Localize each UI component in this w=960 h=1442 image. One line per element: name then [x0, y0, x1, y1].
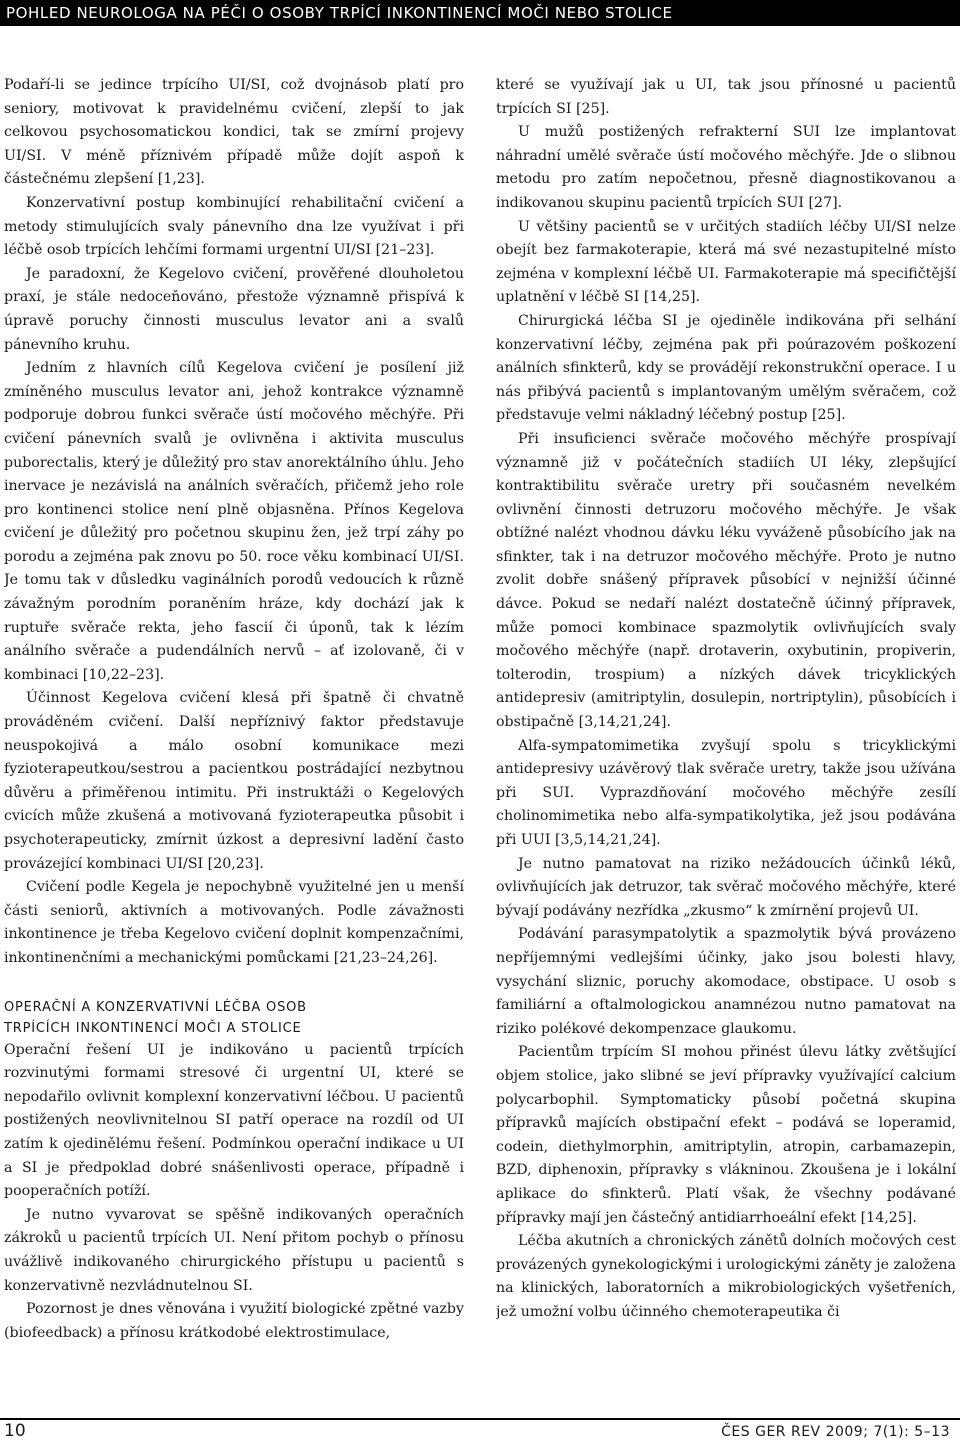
header-title: POHLED NEUROLOGA NA PÉČI O OSOBY TRPÍCÍ INKONTINENCÍ MOČI NEBO STOLICE [6, 4, 673, 22]
right-column [496, 74, 956, 1374]
paragraph: Operační řešení UI je indikováno u pacientů trpících rozvinutými formami stresové či urgentní UI, které se nepodařilo ovlivnit komplexní konzervativní léčbou. U pacientů postižených neovlivnitelnou SI patří operace na rozdíl od UI zatím k ojedinělému řešení. Podmínkou operační indikace u UI a SI je předpoklad dobré snášenlivosti operace, případně i pooperačních potíží. [4, 1041, 464, 1200]
paragraph: Pacientům trpícím SI mohou přinést úlevu látky zvětšující objem stolice, jako slibné se jeví přípravky využívající calcium polycarbophil. Symptomaticky působí početná skupina přípravků majících obstipační efekt – podává se loperamid, codein, diethylmorphin, amitriptylin, atropin, carbamazepin, BZD, diphenoxin, přípravky s vlákninou. Zkoušena je i lokální aplikace do sfinkterů. Platí však, že všechny podávané přípravky mají jen částečný antidiarrhoeální efekt [14,25]. [496, 1044, 956, 1226]
paragraph: Léčba akutních a chronických zánětů dolních močových cest provázených gynekologickými i urologickými záněty je založena na klinických, laboratorních a mikrobiologických vyšetřeních, jež umožní volbu účinného chemoterapeutika či [496, 1233, 956, 1320]
running-header [0, 0, 960, 26]
paragraph: Účinnost Kegelova cvičení klesá při špatně či chvatně prováděném cvičení. Další nepříznivý faktor představuje neuspokojivá a málo osobní komunikace mezi fyzioterapeutkou/sestrou a pacientkou postrádající nezbytnou důvěru a přiměřenou intimitu. Při instruktáži o Kegelových cvicích může zkušená a motivovaná fyzioterapeutka působit i psychoterapeuticky, zmírnit úzkost a depresivní ladění často provázející kombinaci UI/SI [20,23]. [4, 690, 464, 872]
journal-citation: ČES GER REV 2009; 7(1): 5–13 [721, 1424, 950, 1440]
section-heading-line-1: OPERAČNÍ A KONZERVATIVNÍ LÉČBA OSOB [4, 999, 307, 1015]
paragraph: Je nutno vyvarovat se spěšně indikovaných operačních zákroků u pacientů trpících UI. Není přitom pochyb o přínosu uvážlivě indikovaného chirurgického přístupu u pacientů s konzervativně nezvládnutelnou SI. [4, 1206, 464, 1294]
section-heading-line-2: TRPÍCÍCH INKONTINENCÍ MOČI A STOLICE [4, 1020, 302, 1036]
paragraph: Cvičení podle Kegela je nepochybně využitelné jen u menší části seniorů, aktivních a motivovaných. Podle závažnosti inkontinence je třeba Kegelovo cvičení doplnit kompenzačními, inkontinenčními a mechanickými pomůckami [21,23–24,26]. [4, 879, 464, 966]
paragraph: U mužů postižených refrakterní SUI lze implantovat náhradní umělé svěrače ústí močového měchýře. Jde o slibnou metodu pro zatím nepočetnou, přesně diagnostikovanou a indikovanou skupinu pacientů trpících SUI [27]. [496, 124, 956, 211]
paragraph: Při insuficienci svěrače močového měchýře prospívají významně již v počátečních stadiích UI léky, zlepšující kontraktibilitu svěrače uretry při současném nevelkém ovlivnění činnosti detruzoru močového měchýře. Je však obtížné nalézt vhodnou dávku léku vyváženě působícího jak na sfinkter, tak i na detruzor močového měchýře. Proto je nutno zvolit dobře snášený přípravek působící v nejnižší účinné dávce. Pokud se nedaří nalézt dostatečně účinný přípravek, může pomoci kombinace spazmolytik ovlivňujících svaly močového měchýře (např. drotaverin, oxybutinin, propiverin, tolterodin, trospium) a nízkých dávek tricyklických antidepresiv (amitriptylin, dosulepin, nortriptylin), působících i obstipačně [3,14,21,24]. [496, 430, 956, 731]
footer-rule [0, 1418, 960, 1420]
paragraph: Jedním z hlavních cílů Kegelova cvičení je posílení již zmíněného musculus levator ani, jehož kontrakce významně podporuje dobrou funkci svěrače ústí močového měchýře. Při cvičení pánevních svalů je ovlivněna i aktivita musculus puborectalis, který je důležitý pro stav anorektálního úhlu. Jeho inervace je nezávislá na análních svěračích, přičemž jeho role pro kontinenci stolice není plně objasněna. Přínos Kegelova cvičení je důležitý pro početnou skupinu žen, jež trpí záhy po porodu a zejména pak znovu po 50. roce věku kombinací UI/SI. Je tomu tak v důsledku vaginálních porodů vedoucích k různě závažným porodním poraněním hráze, kdy dochází jak k ruptuře svěrače rekta, jeho fascií či úponů, tak k lézím análního svěrače a pudendálních nervů – ať izolovaně, či v kombinaci [10,22–23]. [4, 360, 464, 683]
paragraph: Chirurgická léčba SI je ojediněle indikována při selhání konzervativní léčby, zejména pak při poúrazovém poškození análních sfinkterů, kdy se provádějí rekonstrukční operace. I u nás přibývá pacientů s implantovaným umělým svěračem, což představuje velmi nákladný léčebný postup [25]. [496, 312, 956, 424]
left-column [4, 74, 464, 1374]
paragraph: Podávání parasympatolytik a spazmolytik bývá provázeno nepříjemnými vedlejšími účinky, jako jsou bolesti hlavy, vysychání sliznic, poruchy akomodace, obstipace. U osob s familiární a oftalmologickou anamnézou nutno pamatovat na riziko polékové dekompenzace glaukomu. [496, 926, 956, 1037]
paragraph: Podaří-li se jedince trpícího UI/SI, což dvojnásob platí pro seniory, motivovat k pravidelnému cvičení, zlepší to jak celkovou psychosomatickou kondici, tak se zmírní projevy UI/SI. V méně příznivém případě může dojít aspoň k částečnému zlepšení [1,23]. [4, 77, 464, 188]
paragraph: Alfa-sympatomimetika zvyšují spolu s tricyklickými antidepresivy uzávěrový tlak svěrače uretry, takže jsou užívána při SUI. Vyprazdňování močového měchýře zesílí cholinomimetika nebo alfa-sympatikolytika, jež jsou podávána při UUI [3,5,14,21,24]. [496, 737, 956, 848]
paragraph: U většiny pacientů se v určitých stadiích léčby UI/SI nelze obejít bez farmakoterapie, která má své nezastupitelné místo zejména v komplexní léčbě UI. Farmakoterapie má specifičtější uplatnění v léčbě SI [14,25]. [496, 218, 956, 306]
page-number: 10 [4, 1421, 26, 1441]
paragraph: Je nutno pamatovat na riziko nežádoucích účinků léků, ovlivňujících jak detruzor, tak svěrač močového měchýře, které bývají podávány nezřídka „zkusmo“ k zmírnění projevů UI. [496, 855, 956, 919]
paragraph: Je paradoxní, že Kegelovo cvičení, prověřené dlouholetou praxí, je stále nedoceňováno, přestože významně přispívá k úpravě poruchy činnosti musculus levator ani a svalů pánevního kruhu. [4, 265, 464, 353]
paragraph: Konzervativní postup kombinující rehabilitační cvičení a metody stimulujících svaly pánevního dna lze využívat i při léčbě osob trpících lehčími formami urgentní UI/SI [21–23]. [4, 194, 464, 259]
paragraph: Pozornost je dnes věnována i využití biologické zpětné vazby (biofeedback) a přínosu krátkodobé elektrostimulace, [4, 1301, 464, 1341]
paragraph: které se využívají jak u UI, tak jsou přínosné u pacientů trpících SI [25]. [496, 77, 956, 117]
section-heading [4, 997, 464, 1039]
